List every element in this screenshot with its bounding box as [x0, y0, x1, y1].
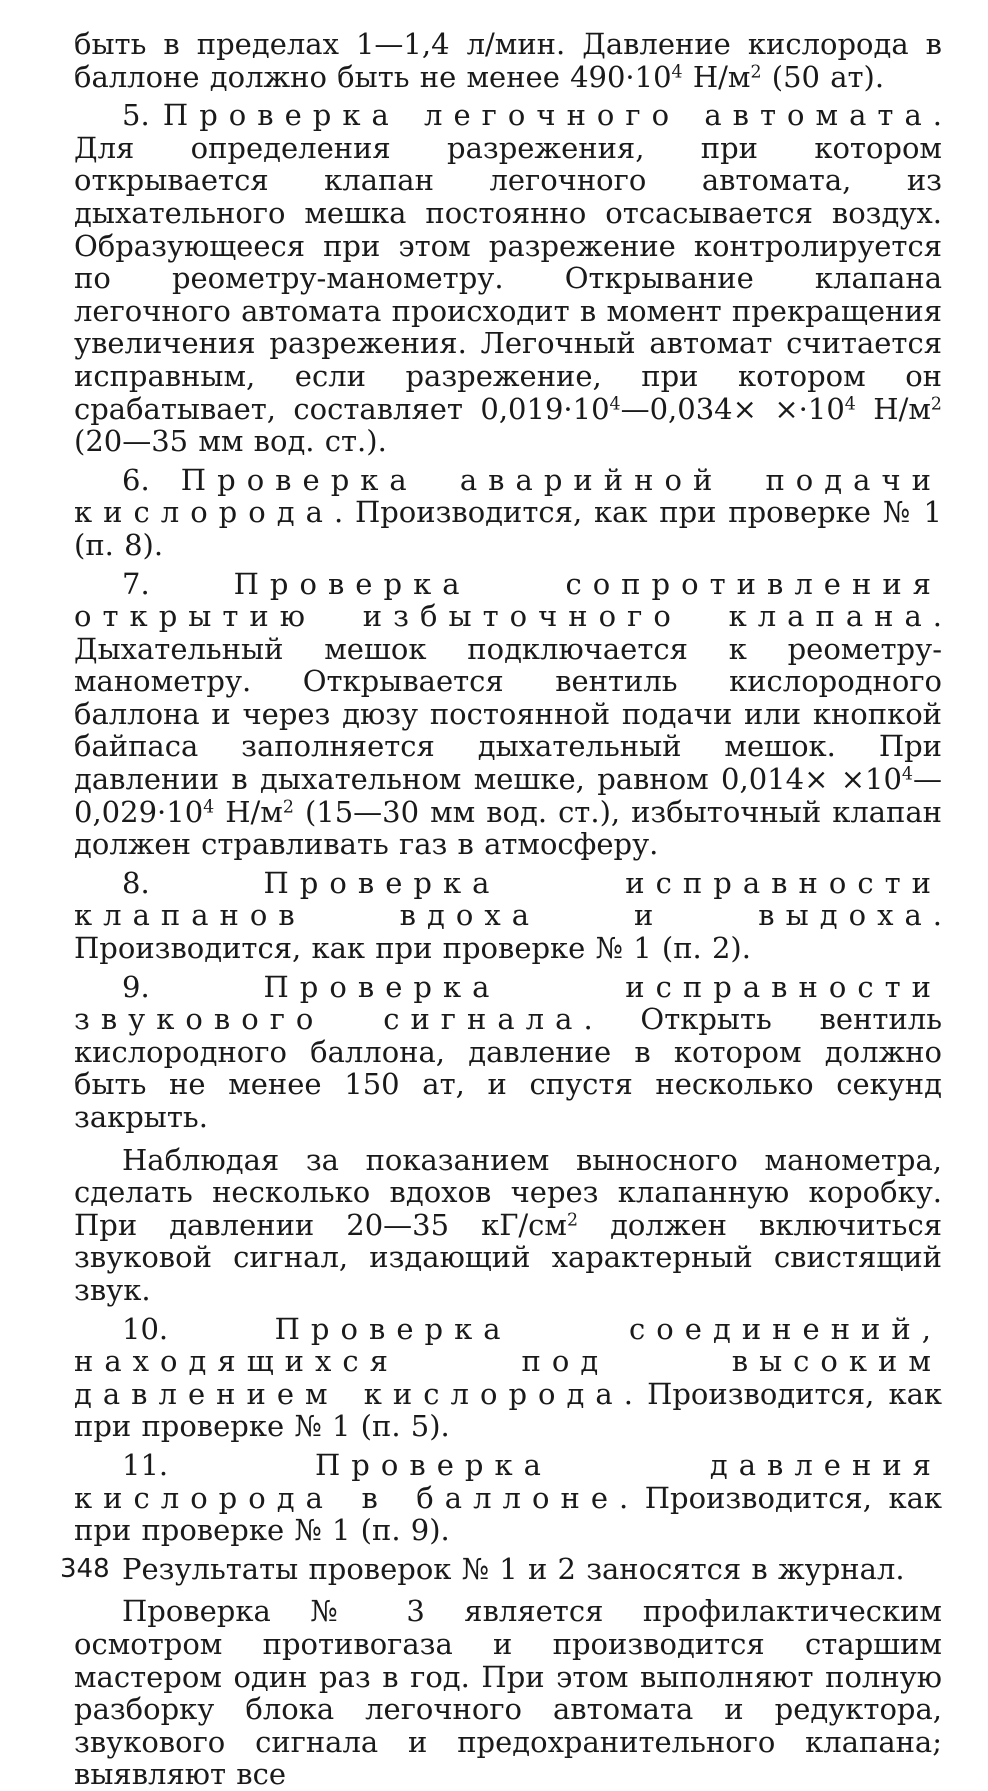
item-text: ×10 [840, 762, 902, 797]
superscript: 2 [750, 62, 762, 83]
item-text: —0,034× [620, 391, 757, 426]
item-number: 11. [122, 1447, 315, 1482]
item-text: —0,029·10 [74, 762, 942, 829]
item-8-paragraph [74, 867, 942, 965]
intro-text: быть в пределах 1—1,4 л/мин. Давление кислорода в баллоне должно быть не менее 490·10 [74, 27, 942, 94]
item-number: 6. [122, 462, 181, 497]
item-text: . Производится, как при проверке № 1 (п. 5). [74, 1376, 942, 1444]
page-number: 348 [60, 1554, 110, 1584]
item-heading: Проверка исправности клапанов вдоха и выдоха [74, 865, 942, 933]
item-heading: Проверка легочного автомата [162, 98, 933, 133]
item-number: 7. [122, 566, 234, 601]
item-text: . Открыть вентиль кислородного баллона, давление в котором должно быть не менее 150 ат, и спустя несколько секунд закрыть. [74, 1002, 942, 1134]
item-heading: Проверка давления кислорода в баллоне [74, 1447, 942, 1515]
item-text: . Дыхательный мешок подключается к реометру-манометру. Открывается вентиль кислородного баллона и через дюзу постоянной подачи или кнопкой байпаса заполняется дыхательный мешок. При давлении в дыхательном мешке, равном 0,014× [74, 599, 942, 797]
item-heading: Проверка соединений, находящихся под высоким давлением кислорода [74, 1311, 942, 1411]
intro-paragraph [74, 28, 942, 93]
item-text: . Производится, как при проверке № 1 (п. 9). [74, 1480, 942, 1548]
item-text: ×·10 [774, 391, 845, 426]
superscript: 2 [282, 797, 294, 818]
item-text: Н/м [855, 391, 931, 426]
item-heading: Проверка исправности звукового сигнала [74, 969, 942, 1037]
item-text: . Для определения разрежения, при котором открывается клапан легочного автомата, из дыхательного мешка постоянно отсасывается воздух. Образующееся при этом разрежение контролируется по реометру-манометру. Открывание клапана легочного автомата происходит в момент прекращения увеличения разрежения. Легочный автомат считается исправным, если разрежение, при котором он срабатывает, составляет 0,019·10 [74, 98, 942, 426]
item-text: должен включиться звуковой сигнал, издающий характерный свистящий звук. [74, 1207, 942, 1307]
superscript: 4 [844, 393, 856, 414]
item-10-paragraph [74, 1313, 942, 1443]
item-9-paragraph [74, 971, 942, 1134]
item-number: 5. [122, 98, 163, 133]
item-number: 9. [122, 969, 264, 1004]
item-text: . Производится, как при проверке № 1 (п. 2). [74, 898, 942, 966]
superscript: 4 [609, 393, 621, 414]
intro-text: Н/м [682, 59, 751, 94]
item-heading: Проверка аварийной подачи кислорода [74, 462, 942, 530]
item-9-continuation-paragraph [74, 1144, 942, 1307]
results-text: Результаты проверок № 1 и 2 заносятся в журнал. [122, 1551, 905, 1586]
results-paragraph [74, 1553, 942, 1586]
item-6-paragraph [74, 464, 942, 562]
item-text: . Производится, как при проверке № 1 (п. 8). [74, 495, 942, 562]
item-number: 10. [122, 1311, 275, 1346]
check-3-paragraph [74, 1595, 942, 1791]
superscript: 4 [203, 797, 215, 818]
superscript: 2 [930, 393, 942, 414]
item-number: 8. [122, 865, 264, 900]
item-5-paragraph [74, 99, 942, 458]
item-heading: Проверка сопротивления открытию избыточного клапана [74, 566, 942, 634]
item-text: (20—35 мм вод. ст.). [74, 424, 387, 459]
item-7-paragraph [74, 568, 942, 861]
item-text: Н/м [214, 794, 283, 829]
item-text: (15—30 мм вод. ст.), избыточный клапан должен стравливать газ в атмосферу. [74, 794, 942, 862]
item-11-paragraph [74, 1449, 942, 1547]
intro-text: (50 ат). [761, 59, 885, 94]
item-text: Наблюдая за показанием выносного манометра, сделать несколько вдохов через клапанную коробку. При давлении 20—35 кГ/см [74, 1142, 942, 1242]
check-3-text: Проверка № 3 является профилактическим осмотром противогаза и производится старшим мастером один раз в год. При этом выполняют полную разборку блока легочного автомата и редуктора, звукового сигнала и предохранительного клапана; выявляют все [74, 1594, 942, 1791]
superscript: 2 [566, 1210, 579, 1231]
superscript: 4 [671, 62, 683, 83]
superscript: 4 [901, 764, 913, 785]
